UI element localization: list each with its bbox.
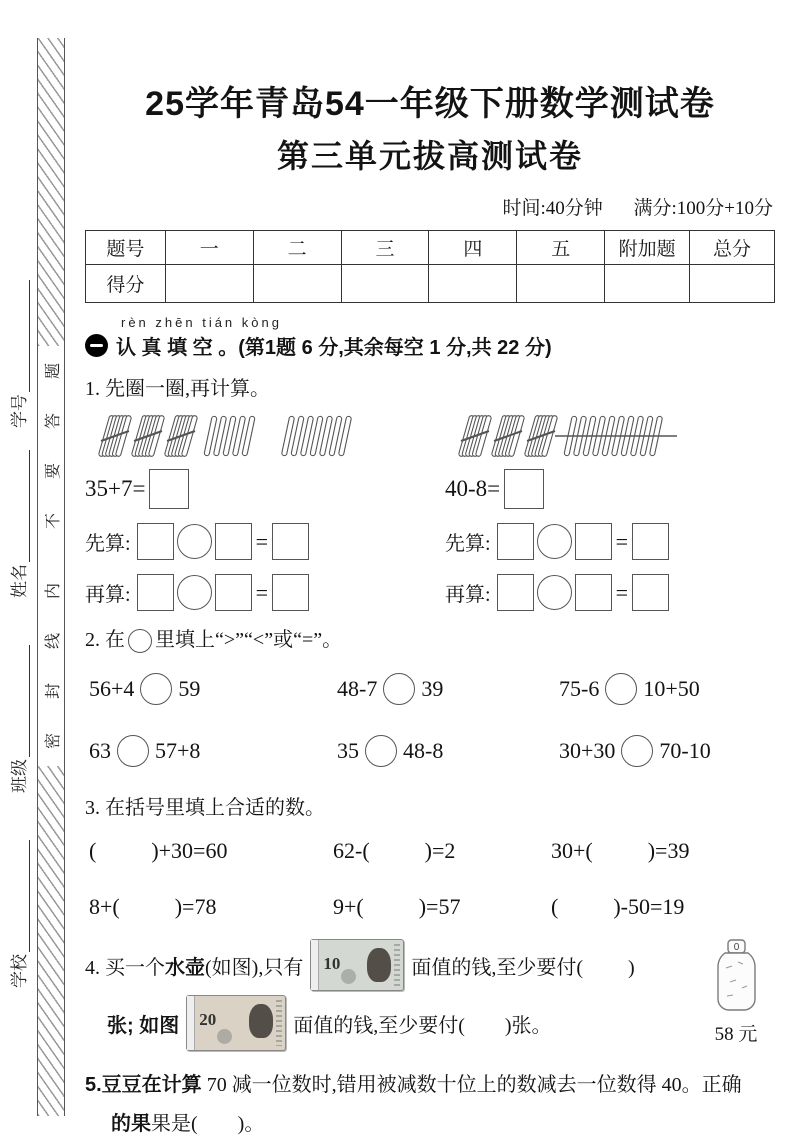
- kettle-figure: [697, 938, 775, 1046]
- q5-text[interactable]: 果是( )。: [151, 1113, 265, 1136]
- section1-points-note: (第1题 6 分,其余每空 1 分,共 22 分): [238, 337, 552, 359]
- example-circle: [128, 629, 152, 653]
- seal-hatch-bottom: [38, 766, 64, 1116]
- score-cell[interactable]: [429, 265, 517, 303]
- question1-body: [85, 407, 775, 611]
- then-calc-label: 再算:: [445, 584, 491, 606]
- q2-title-pre: 2. 在: [85, 629, 125, 651]
- q1-left-part: [85, 407, 435, 611]
- question3-grid: [89, 838, 775, 920]
- banknote-denomination: 20: [199, 1010, 217, 1030]
- kettle-lid-mark: 0: [733, 942, 740, 954]
- answer-circle[interactable]: [365, 735, 397, 767]
- q1-left-equation: 35+7=: [85, 476, 146, 501]
- score-cell[interactable]: [605, 265, 690, 303]
- student-id-blank[interactable]: [11, 280, 30, 392]
- q5-line1: [85, 1066, 775, 1105]
- sticks-illustration-right: [455, 407, 695, 465]
- answer-box[interactable]: [215, 523, 252, 560]
- cmp-right: 57+8: [155, 738, 201, 764]
- seal-char: 答: [44, 412, 62, 430]
- question1-title: 1. 先圈一圈,再计算。: [85, 378, 270, 400]
- question4: [85, 936, 775, 1052]
- answer-box[interactable]: [137, 523, 174, 560]
- comparison-item: [559, 735, 775, 767]
- q1-right-part: [445, 407, 775, 611]
- answer-box[interactable]: [149, 469, 189, 509]
- name-blank[interactable]: [11, 450, 30, 562]
- q1-right-then-calc: [445, 574, 775, 611]
- score-cell[interactable]: [690, 265, 775, 303]
- seal-char: 密: [44, 732, 62, 750]
- class-blank[interactable]: [11, 645, 30, 757]
- operator-circle[interactable]: [537, 575, 572, 610]
- answer-box[interactable]: [575, 574, 612, 611]
- score-table: [85, 230, 775, 303]
- answer-box[interactable]: [215, 574, 252, 611]
- comparison-item: [337, 735, 559, 767]
- cmp-right: 39: [421, 676, 444, 702]
- time-limit: 时间:40分钟: [502, 198, 603, 219]
- cmp-left: 63: [89, 738, 111, 764]
- q1-left-first-calc: [85, 523, 435, 560]
- comparison-item: [559, 673, 775, 705]
- cmp-left: 75-6: [559, 676, 600, 702]
- q5-text-bold: 的果: [111, 1113, 151, 1136]
- banknote-denomination: 10: [323, 954, 341, 974]
- cmp-left: 30+30: [559, 738, 616, 764]
- col-section-2: 二: [253, 231, 341, 265]
- paper-meta: [85, 193, 775, 220]
- banknote-seal-icon: [341, 969, 356, 984]
- section-number-badge-icon: [85, 334, 108, 357]
- col-total: 总分: [690, 231, 775, 265]
- question3-title: 3. 在括号里填上合适的数。: [85, 797, 325, 820]
- score-row-label: 得分: [86, 265, 166, 303]
- equals-sign: =: [615, 528, 628, 554]
- fill-blank-item[interactable]: 30+( )=39: [551, 838, 690, 864]
- class-field[interactable]: [8, 623, 30, 793]
- fill-blank-item[interactable]: ( )+30=60: [89, 838, 228, 864]
- cmp-left: 48-7: [337, 676, 378, 702]
- fill-blank-item[interactable]: 62-( )=2: [333, 838, 456, 864]
- seal-hatch-top: [38, 38, 64, 346]
- cmp-right: 70-10: [659, 738, 711, 764]
- full-score: 满分:100分+10分: [633, 198, 773, 219]
- banknote-10-yuan: [310, 939, 404, 991]
- answer-circle[interactable]: [140, 673, 172, 705]
- paper-title-line2: 第三单元拔高测试卷: [276, 138, 583, 174]
- q1-left-then-calc: [85, 574, 435, 611]
- section1-title: 认 真 填 空 。: [116, 337, 239, 359]
- col-section-5: 五: [517, 231, 605, 265]
- q4-text-bold: 张; 如图: [107, 1014, 180, 1037]
- answer-box[interactable]: [272, 523, 309, 560]
- answer-box[interactable]: [497, 574, 534, 611]
- student-id-field[interactable]: [8, 258, 30, 428]
- student-id-label: 学号: [10, 394, 29, 428]
- col-bonus: 附加题: [605, 231, 690, 265]
- comparison-item: [337, 673, 559, 705]
- sticks-illustration-left: [95, 407, 385, 465]
- operator-circle[interactable]: [177, 575, 212, 610]
- cmp-right: 48-8: [403, 738, 444, 764]
- equals-sign: =: [255, 528, 268, 554]
- answer-circle[interactable]: [383, 673, 415, 705]
- seal-char: 内: [44, 582, 62, 600]
- fill-blank-item[interactable]: 8+( )=78: [89, 894, 217, 920]
- cmp-right: 10+50: [643, 676, 700, 702]
- portrait-icon: [249, 1004, 273, 1038]
- cmp-left: 56+4: [89, 676, 135, 702]
- q4-text: 4. 买一个: [85, 956, 165, 979]
- answer-box[interactable]: [272, 574, 309, 611]
- q2-title-post: 里填上“>”“<”或“=”。: [155, 629, 343, 651]
- banknote-20-yuan: [186, 995, 286, 1051]
- seal-char: 封: [44, 682, 62, 700]
- fill-blank-item[interactable]: ( )-50=19: [551, 894, 685, 920]
- fill-blank-item[interactable]: 9+( )=57: [333, 894, 461, 920]
- answer-box[interactable]: [497, 523, 534, 560]
- school-blank[interactable]: [11, 840, 30, 952]
- col-section-1: 一: [165, 231, 253, 265]
- q4-line1: [85, 936, 693, 994]
- name-field[interactable]: [8, 428, 30, 598]
- comparison-item: [89, 735, 337, 767]
- score-cell[interactable]: [517, 265, 605, 303]
- seal-char: 要: [44, 462, 62, 480]
- name-label: 姓名: [10, 564, 29, 598]
- operator-circle[interactable]: [177, 524, 212, 559]
- q4-line2: [107, 994, 693, 1052]
- then-calc-label: 再算:: [85, 584, 131, 606]
- answer-box[interactable]: [137, 574, 174, 611]
- equals-sign: =: [615, 579, 628, 605]
- answer-box[interactable]: [632, 574, 669, 611]
- q1-right-equation: 40-8=: [445, 476, 501, 501]
- question5: [85, 1066, 775, 1144]
- answer-box[interactable]: [632, 523, 669, 560]
- col-question-number: 题号: [86, 231, 166, 265]
- class-label: 班级: [10, 759, 29, 793]
- seal-char: 线: [44, 632, 62, 650]
- school-label: 学校: [10, 954, 29, 988]
- q4-text: (如图),只有: [205, 956, 304, 979]
- answer-circle[interactable]: [621, 735, 653, 767]
- portrait-icon: [367, 948, 391, 982]
- first-calc-label: 先算:: [445, 533, 491, 555]
- answer-box[interactable]: [575, 523, 612, 560]
- score-cell[interactable]: [165, 265, 253, 303]
- q4-text: 面值的钱,至少要付( ): [411, 956, 635, 979]
- score-cell[interactable]: [253, 265, 341, 303]
- operator-circle[interactable]: [537, 524, 572, 559]
- col-section-3: 三: [341, 231, 429, 265]
- answer-box[interactable]: [504, 469, 544, 509]
- score-cell[interactable]: [341, 265, 429, 303]
- question2-grid: [89, 673, 775, 767]
- col-section-4: 四: [429, 231, 517, 265]
- comparison-item: [89, 673, 337, 705]
- q5-line2: [85, 1105, 775, 1144]
- answer-circle[interactable]: [117, 735, 149, 767]
- section1-pinyin: rèn zhēn tián kòng: [121, 315, 282, 330]
- equals-sign: =: [255, 579, 268, 605]
- q5-text: 70 减一位数时,错用被减数十位上的数减去一位数得 40。正确: [201, 1074, 742, 1097]
- first-calc-label: 先算:: [85, 533, 131, 555]
- cmp-right: 59: [178, 676, 201, 702]
- cmp-left: 35: [337, 738, 359, 764]
- seal-line-column: [37, 38, 65, 1116]
- seal-char: 不: [44, 512, 62, 530]
- q5-text-bold: 5.豆豆在计算: [85, 1074, 202, 1097]
- score-table-header-row: [86, 231, 775, 265]
- school-field[interactable]: [8, 818, 30, 988]
- score-table-score-row: [86, 265, 775, 303]
- q1-right-first-calc: [445, 523, 775, 560]
- kettle-icon: [712, 938, 760, 1012]
- banknote-seal-icon: [217, 1029, 232, 1044]
- q4-text: 面值的钱,至少要付( )张。: [293, 1014, 552, 1037]
- answer-circle[interactable]: [605, 673, 637, 705]
- q4-text-bold: 水壶: [165, 956, 205, 979]
- kettle-price: 58 元: [714, 1024, 758, 1046]
- main-content: [85, 0, 775, 1144]
- section1-header: [85, 315, 775, 360]
- paper-title-line1: 25学年青岛54一年级下册数学测试卷: [145, 85, 715, 123]
- question2-title: [85, 623, 775, 653]
- seal-char: 题: [44, 362, 62, 380]
